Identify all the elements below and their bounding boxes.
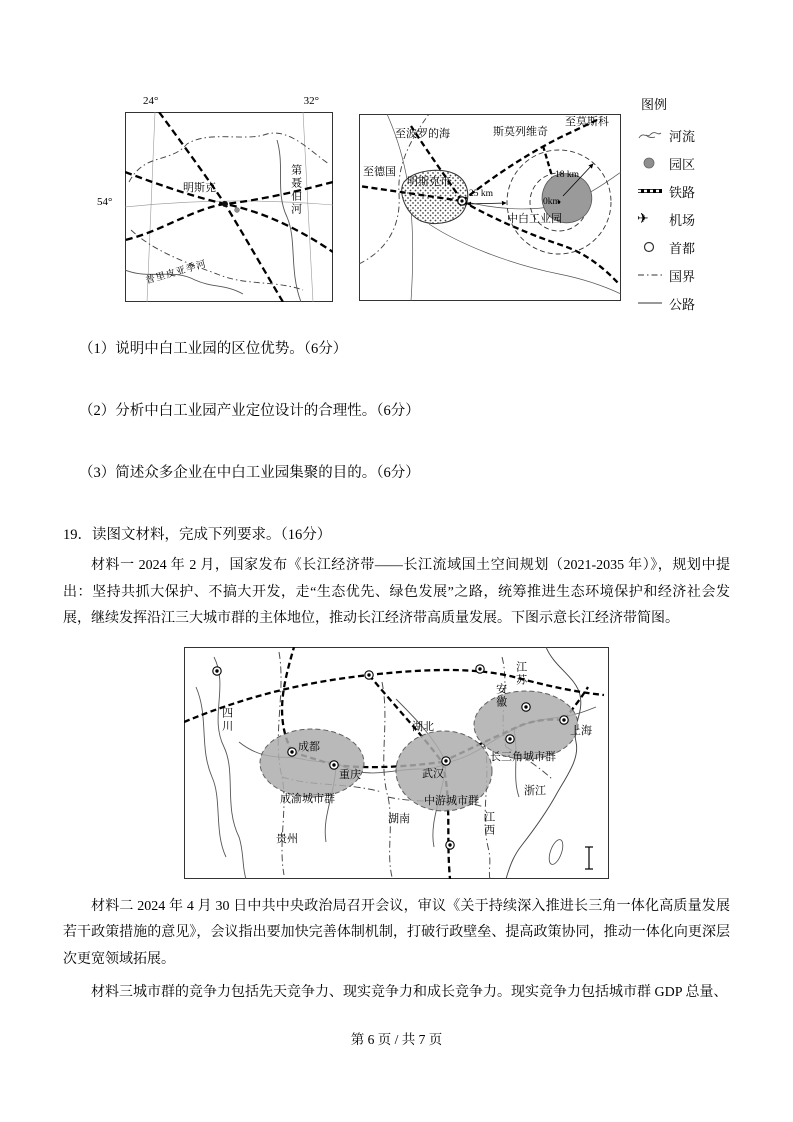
zone-icon <box>637 156 669 170</box>
jiangxi-label: 江西 <box>482 810 495 837</box>
industrial-park-map-graphic <box>359 114 621 301</box>
minsk-label: 明斯克 <box>183 182 216 194</box>
page-number: 第 6 页 / 共 7 页 <box>350 1032 443 1047</box>
smolevichi-label: 斯莫列维奇 <box>493 126 548 138</box>
material-3-paragraph: 材料三城市群的竞争力包括先天竞争力、现实竞争力和成长竞争力。现实竞争力包括城市群 GDP 总量、 <box>91 985 728 1000</box>
hubei-label: 湖北 <box>412 720 434 733</box>
material-1-paragraph: 材料一 2024 年 2 月，国家发布《长江经济带——长江流域国土空间规划（2021-2035 年）》，规划中提出：坚持共抓大保护、不搞大开发，走“生态优先、绿色发展”之路，统筹推进生态环境保护和经济社会发展，继续发挥沿江三大城市群的主体地位，推动长江经济带高质量发展。下图示意长江经济带简图。 <box>63 558 730 626</box>
distance-0km-label: 0km <box>543 197 560 207</box>
anhui-label: 安徽 <box>494 682 507 709</box>
legend-item-road <box>637 289 723 317</box>
legend-title: 图例 <box>641 97 668 112</box>
legend-item-border <box>637 261 723 289</box>
material-2-paragraph: 材料二 2024 年 4 月 30 日中共中央政治局召开会议，审议《关于持续深入推进长三角一体化高质量发展若干政策措施的意见》，会议指出要加快完善体制机制，打破行政壁垒、提高政策协同，推动一体化向更深层次更宽领域拓展。 <box>63 898 730 967</box>
minsk-dot <box>222 201 228 207</box>
legend-label-road: 公路 <box>669 296 696 312</box>
chengyu-cluster-label: 成渝城市群 <box>280 792 335 805</box>
minsk-city-label: 明斯克市 <box>407 176 451 188</box>
park-name-label: 中白工业园 <box>507 213 562 225</box>
yangtze-belt-map <box>184 647 609 879</box>
belarus-maps-figure <box>63 92 730 314</box>
chengdu-label: 成都 <box>298 740 320 753</box>
railway-icon <box>637 184 669 198</box>
midstream-cluster-label: 中游城市群 <box>424 794 479 807</box>
dnieper-river-label: 第聂伯河 <box>289 164 302 216</box>
longitude-left-label: 24° <box>143 95 159 107</box>
hunan-label: 湖南 <box>388 812 410 825</box>
to-baltic-label: 至波罗的海 <box>395 128 450 140</box>
shanghai-label: 上海 <box>570 724 592 737</box>
question-1: （1）说明中白工业园的区位优势。（6分） <box>79 341 348 357</box>
legend-label-capital: 首都 <box>669 240 696 256</box>
park-dot <box>235 208 240 213</box>
legend-label-border: 国界 <box>669 268 696 284</box>
map-legend <box>637 94 723 317</box>
road-icon <box>637 296 669 310</box>
legend-item-river <box>637 121 723 149</box>
zhejiang-label: 浙江 <box>524 784 546 797</box>
delta-cluster-label: 长三角城市群 <box>490 750 556 763</box>
capital-icon <box>637 240 669 254</box>
national-border-icon <box>637 268 669 282</box>
river-icon <box>637 128 669 142</box>
legend-item-railway <box>637 177 723 205</box>
pripyat-river-label: 普里皮亚季河 <box>144 259 209 287</box>
delta-cluster-area <box>474 691 578 759</box>
legend-label-river: 河流 <box>669 128 696 144</box>
wuhan-label: 武汉 <box>422 767 444 780</box>
question-3: （3）简述众多企业在中白工业园集聚的目的。（6分） <box>79 465 420 481</box>
distance-25km-label: 25 km <box>469 189 494 199</box>
to-moscow-label: 至莫斯科 <box>565 116 609 128</box>
airport-icon: ✈ <box>637 211 649 227</box>
legend-label-zone: 园区 <box>669 156 696 172</box>
to-germany-label: 至德国 <box>363 166 396 178</box>
chengyu-cluster-area <box>260 729 364 797</box>
guizhou-label: 贵州 <box>276 832 298 845</box>
legend-item-capital <box>637 233 723 261</box>
jiangsu-label: 江苏 <box>514 660 527 687</box>
latitude-label: 54° <box>97 196 113 208</box>
question-2: （2）分析中白工业园产业定位设计的合理性。（6分） <box>79 403 420 419</box>
sichuan-label: 四川 <box>220 706 233 733</box>
distance-18km-label: 18 km <box>555 170 580 180</box>
chongqing-label: 重庆 <box>339 768 361 781</box>
longitude-right-label: 32° <box>303 95 319 107</box>
legend-label-airport: 机场 <box>669 212 696 228</box>
legend-item-zone <box>637 149 723 177</box>
question-19-title: 19．读图文材料，完成下列要求。（16分） <box>63 527 332 543</box>
legend-label-railway: 铁路 <box>669 184 696 200</box>
belarus-overview-map <box>97 95 333 302</box>
legend-item-airport <box>637 205 723 233</box>
industrial-park-map <box>359 114 621 301</box>
